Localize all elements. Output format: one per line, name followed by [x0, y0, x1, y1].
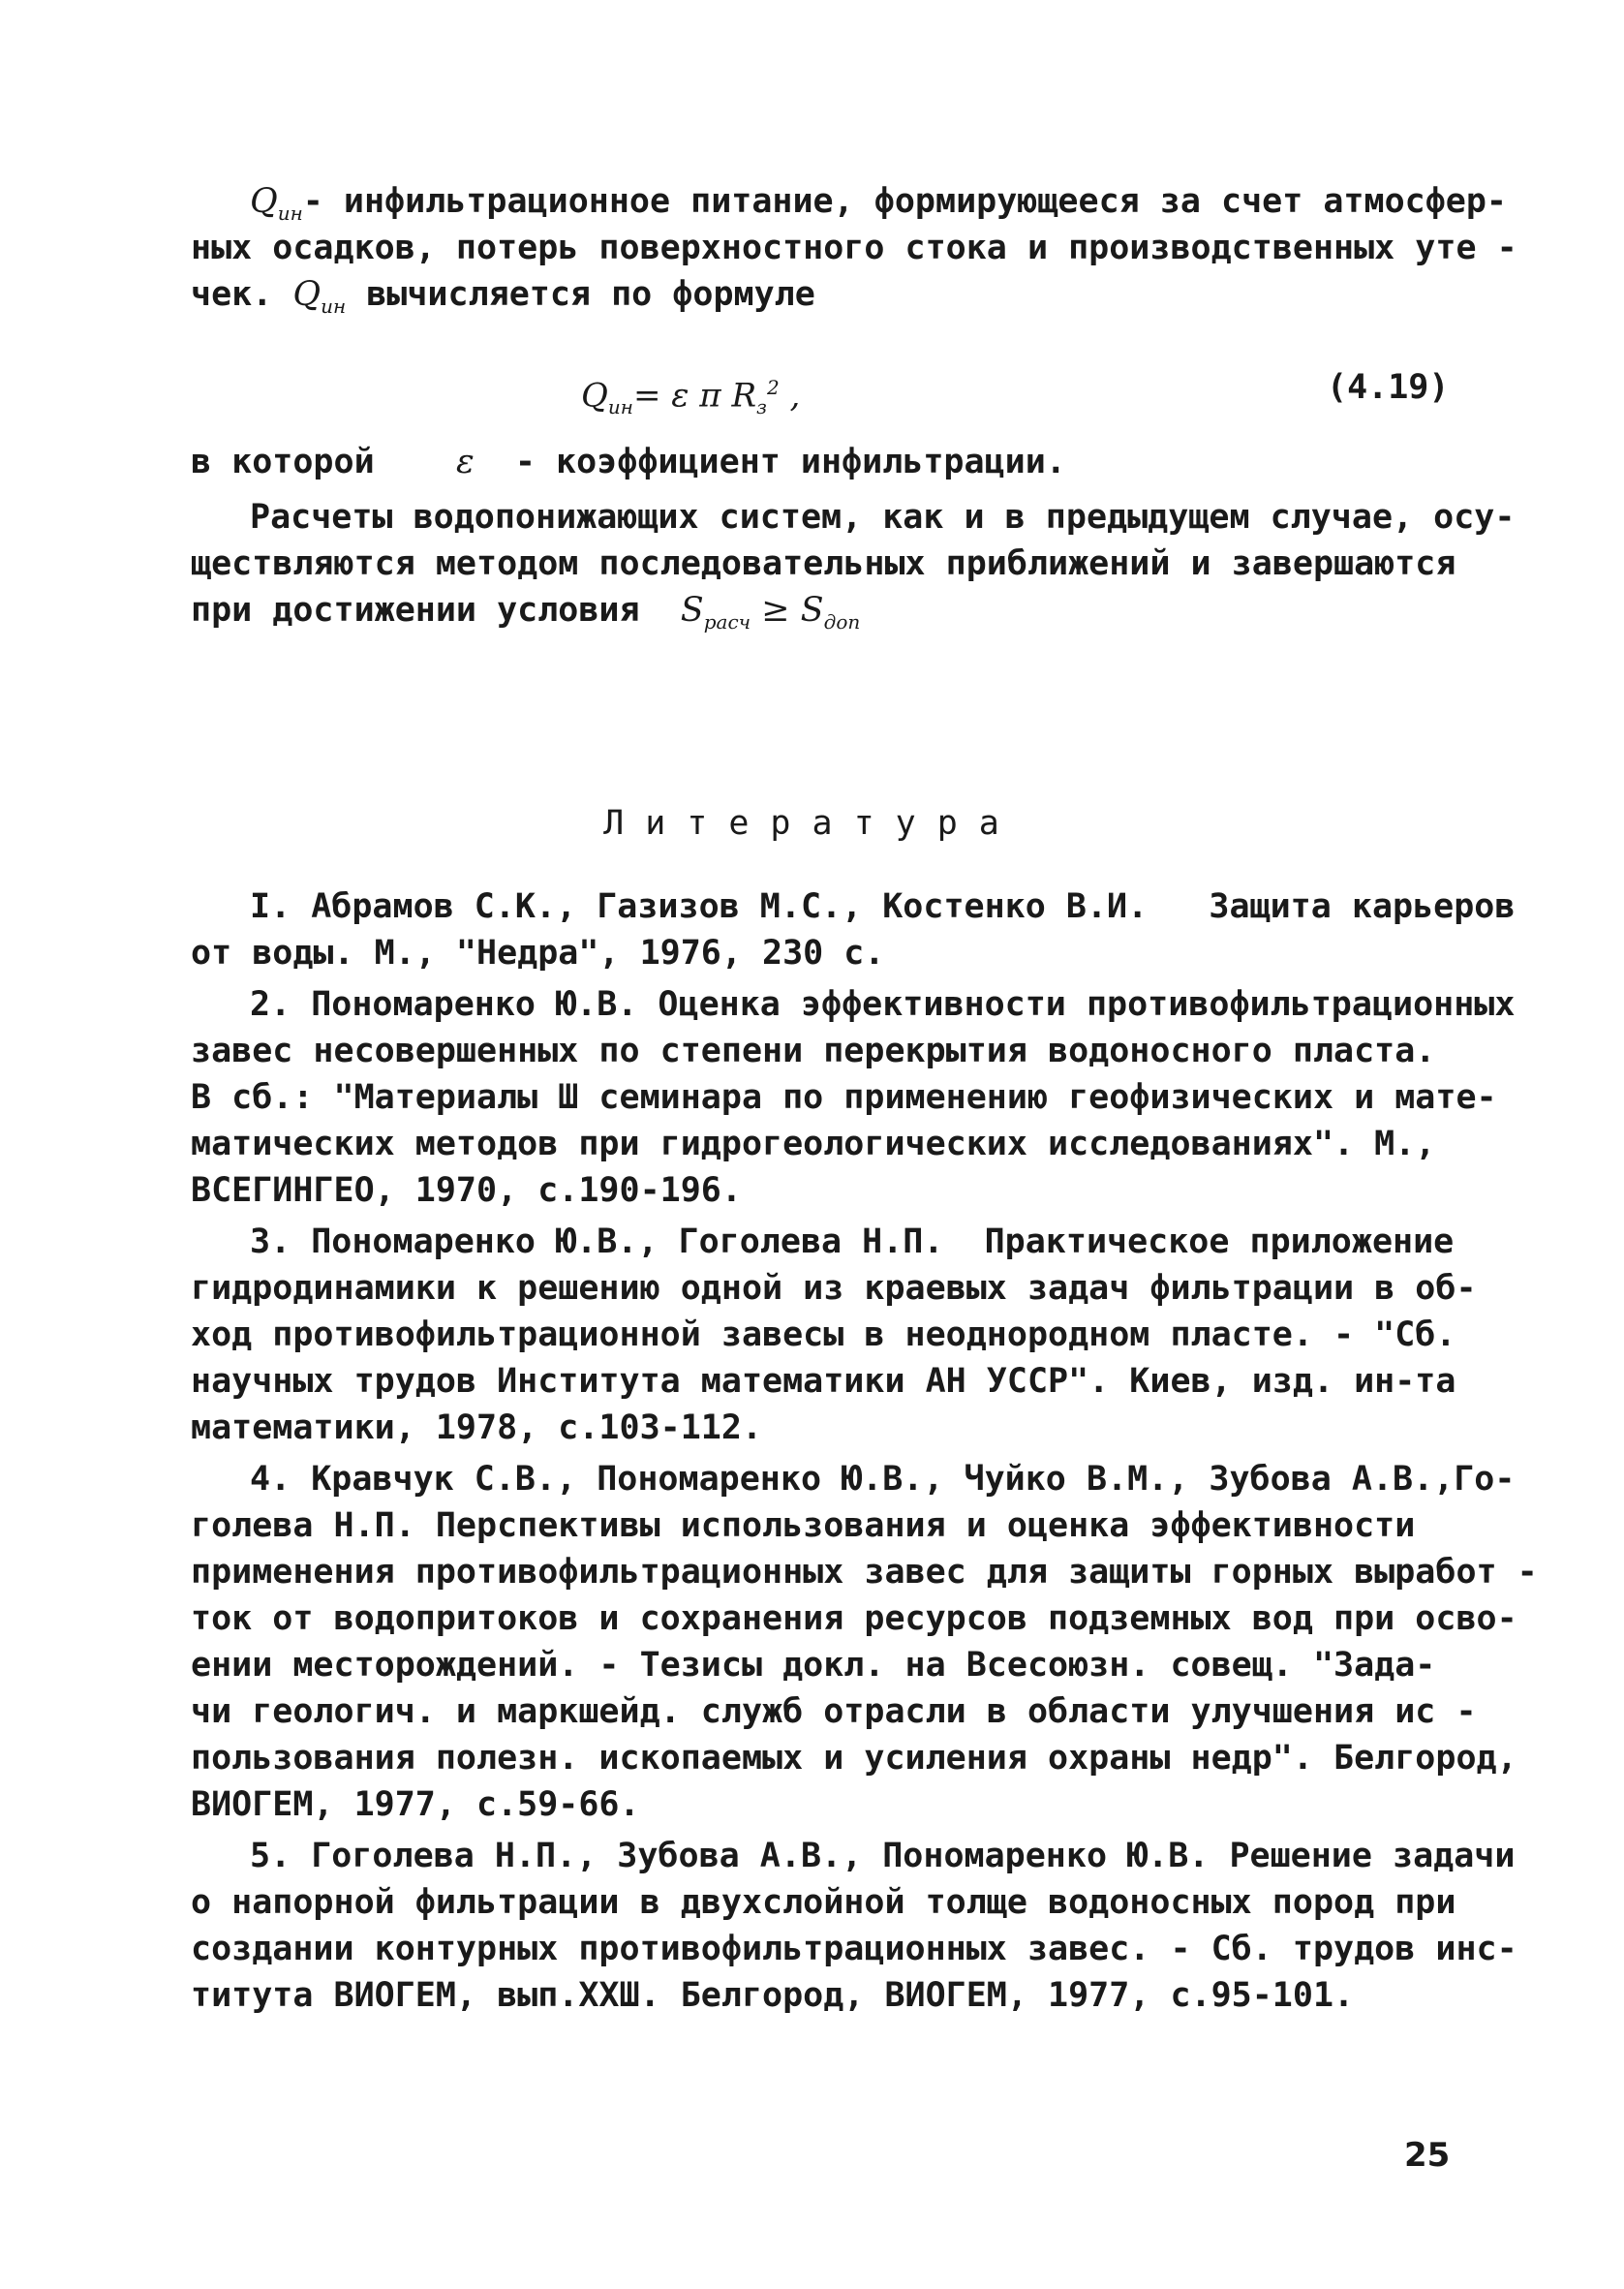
symbol-q-inf: $Q_{ин}$ — [250, 182, 303, 225]
symbol-epsilon: ε — [455, 443, 475, 481]
reference-line: ении месторождений. - Тезисы докл. на Всесоюзн. совещ. "Зада- — [191, 1646, 1436, 1685]
page-number: 25 — [1404, 2136, 1451, 2175]
reference-line: В сб.: "Материалы Ш семинара по применению геофизических и мате- — [191, 1078, 1497, 1117]
formula: $Q_{ин}= \varepsilon$ π $R_з^2$ , — [581, 376, 801, 419]
text-line: ных осадков, потерь поверхностного стока и производственных утe - — [191, 229, 1517, 267]
reference-line: гидродинамики к решению одной из краевых задач фильтрации в об- — [191, 1269, 1477, 1308]
reference-line: 5. Гоголева Н.П., Зубова А.В., Пономаренко Ю.В. Решение задачи — [250, 1837, 1516, 1875]
reference-line: пользования полезн. ископаемых и усиления охраны недр". Белгород, — [191, 1739, 1517, 1778]
reference-line: ВСЕГИНГЕО, 1970, с.190-196. — [191, 1171, 742, 1210]
reference-line: I. Абрамов С.К., Газизов М.С., Костенко В.И. Защита карьеров — [250, 887, 1516, 926]
text-line: при достижении условия $S_{расч} \ge S_{доп}$ — [191, 591, 861, 634]
text-line: ществляются методом последовательных приближений и завершаются — [191, 544, 1456, 583]
reference-line: создании контурных противофильтрационных завес. - Сб. трудов инс- — [191, 1930, 1517, 1968]
reference-line: ВИОГЕМ, 1977, с.59-66. — [191, 1785, 640, 1824]
reference-line: голева Н.П. Перспективы использования и оценка эффективности — [191, 1506, 1416, 1545]
reference-line: титута ВИОГЕМ, вып.XXШ. Белгород, ВИОГЕМ, 1977, с.95-101. — [191, 1976, 1355, 2015]
reference-line: о напорной фильтрации в двухслойной толще водоносных пород при — [191, 1883, 1456, 1922]
symbol-q-inf: $Q_{ин}$ — [292, 275, 347, 318]
reference-line: чи геологич. и маркшейд. служб отрасли в области улучшения ис - — [191, 1692, 1477, 1731]
reference-line: научных трудов Института математики АН УССР". Киев, изд. ин-та — [191, 1362, 1456, 1401]
text-line: в которой ε - коэффициент инфильтрации. — [191, 443, 1066, 481]
reference-line: матических методов при гидрогеологических исследованиях". М., — [191, 1125, 1436, 1163]
section-heading: Литература — [603, 804, 1021, 843]
text-line: Расчеты водопонижающих систем, как и в предыдущем случае, осу- — [250, 498, 1516, 537]
reference-line: от воды. М., "Недра", 1976, 230 с. — [191, 934, 885, 973]
equation-number: (4.19) — [1327, 368, 1450, 407]
reference-line: 3. Пономаренко Ю.В., Гоголева Н.П. Практическое приложение — [250, 1222, 1455, 1261]
reference-line: применения противофильтрационных завес для защиты горных выработ - — [191, 1553, 1538, 1592]
text-line: чек. $Q_{ин}$ вычисляется по формуле — [191, 275, 815, 318]
reference-line: 4. Кравчук С.В., Пономаренко Ю.В., Чуйко В.М., Зубова А.В.,Го- — [250, 1460, 1516, 1499]
reference-line: математики, 1978, с.103-112. — [191, 1408, 763, 1447]
reference-line: 2. Пономаренко Ю.В. Оценка эффективности противофильтрационных — [250, 985, 1516, 1024]
text-line: $Q_{ин}-$ инфильтрационное питание, формирующееся за счет атмосфер- — [250, 182, 1508, 225]
reference-line: завес несовершенных по степени перекрытия водоносного пласта. — [191, 1032, 1436, 1070]
condition-formula: $S_{расч} \ge S_{доп}$ — [680, 591, 861, 634]
reference-line: ток от водопритоков и сохранения ресурсов подземных вод при осво- — [191, 1599, 1517, 1638]
reference-line: ход противофильтрационной завесы в неоднородном пласте. - "Сб. — [191, 1315, 1456, 1354]
